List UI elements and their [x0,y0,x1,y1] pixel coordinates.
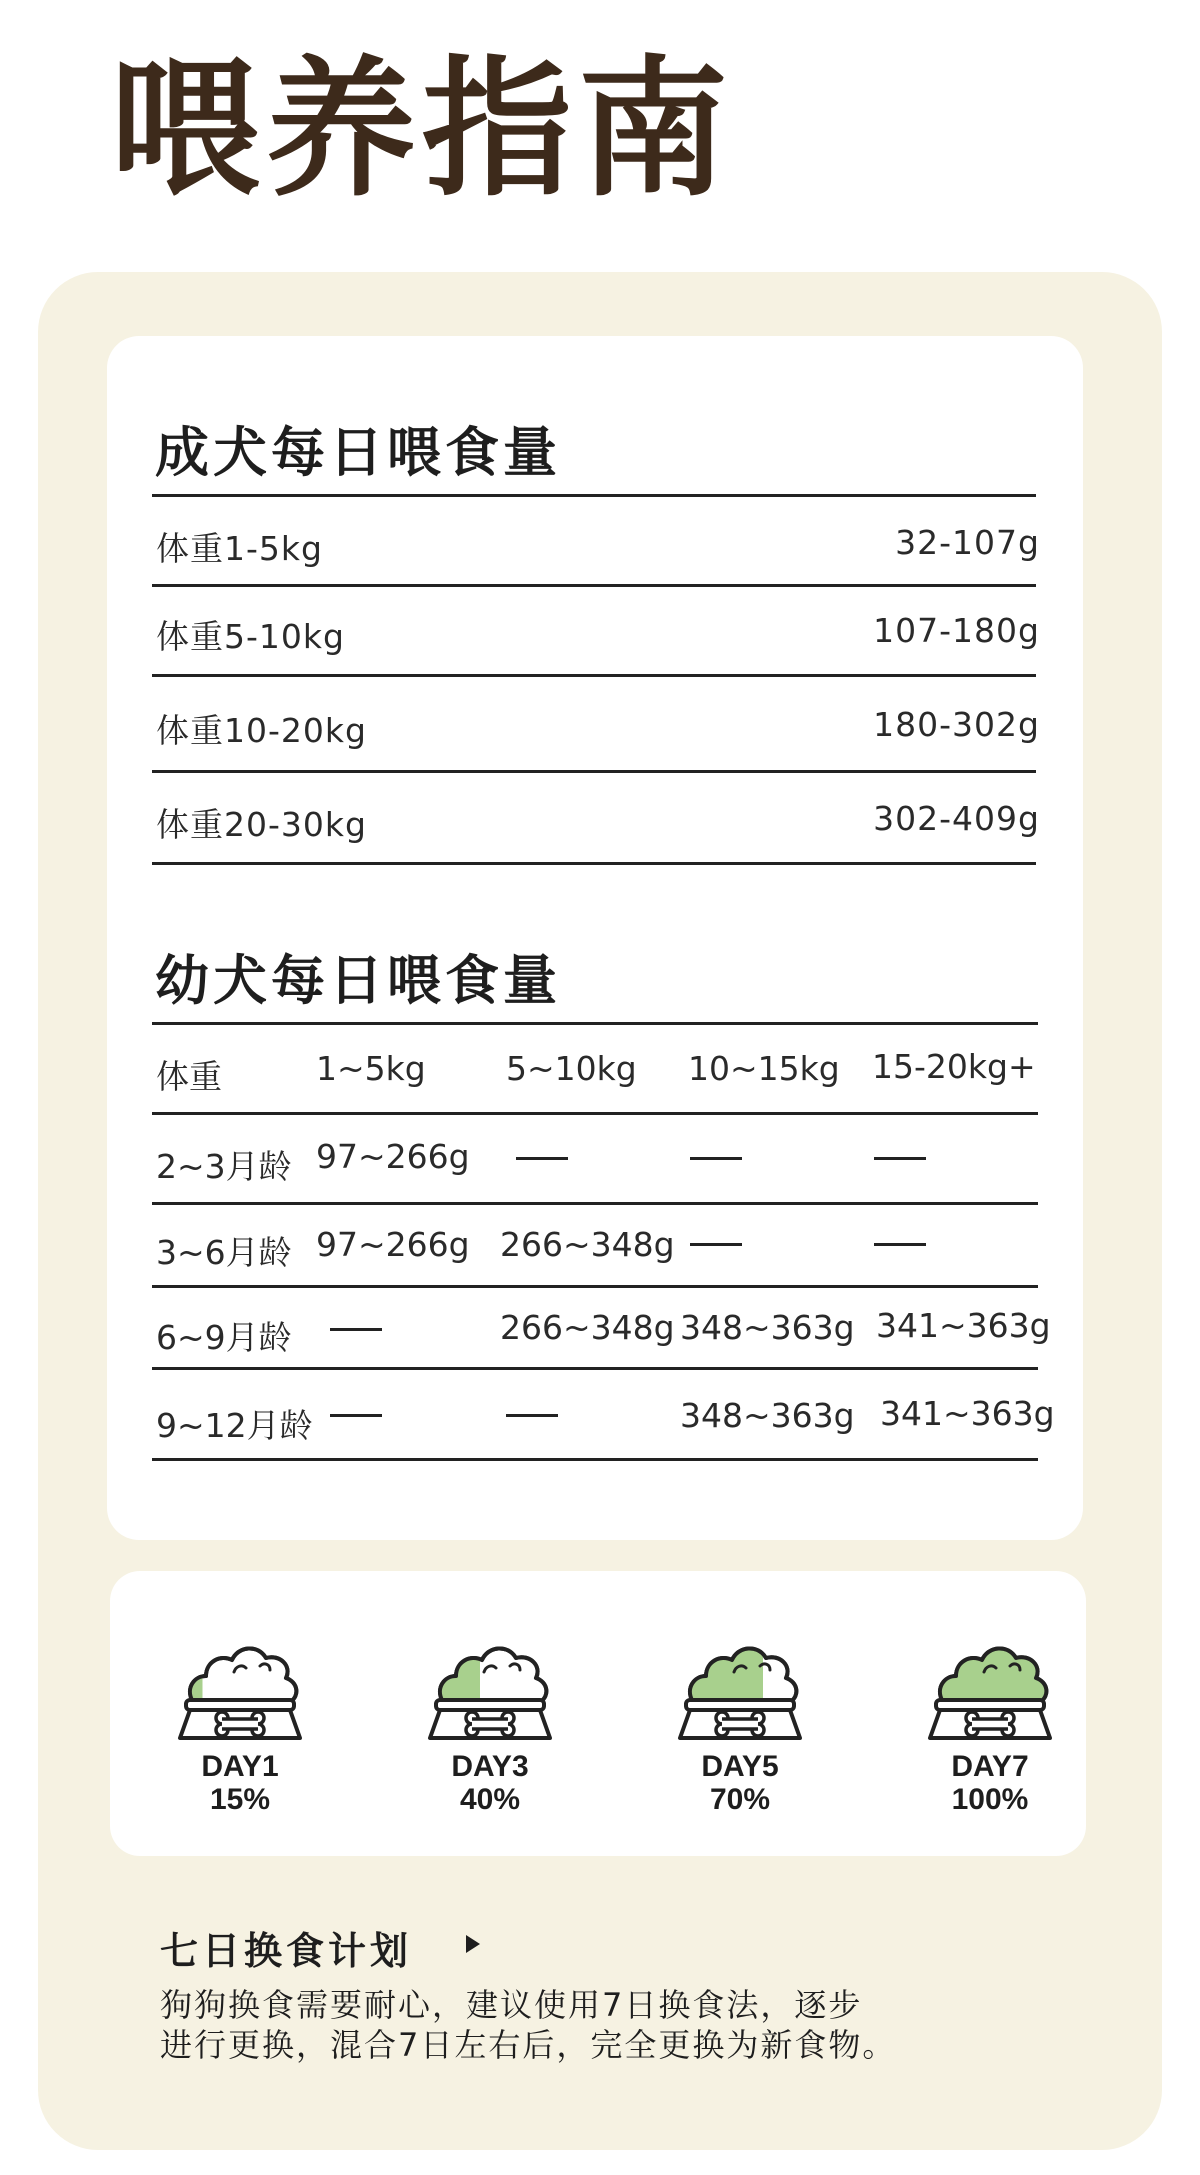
amount-cell: 266~348g [500,1225,675,1264]
age-label: 2~3月龄 [156,1147,292,1186]
table-row [152,1285,1051,1367]
day-percent: 15% [209,1783,271,1816]
header-cell: 15-20kg+ [872,1047,1036,1086]
table-header-row [152,1022,1038,1112]
plan-description [160,1985,896,2065]
food-bowl-bone-icon [176,1626,304,1746]
amount-cell: 348~363g [680,1308,855,1347]
header-cell: 1~5kg [316,1049,426,1088]
empty-dash [874,1243,926,1246]
day-label: DAY3 [451,1750,529,1783]
play-arrow-icon [466,1935,480,1953]
empty-dash [330,1328,382,1331]
amount-cell: 341~363g [880,1394,1055,1433]
food-transition-card [110,1571,1086,1856]
adult-feeding-table [152,494,1040,865]
amount-value: 180-302g [873,705,1040,744]
plan-title: 七日换食计划 [160,1929,413,1973]
amount-cell: 348~363g [680,1396,855,1435]
day-label: DAY5 [701,1750,779,1783]
table-row [152,584,1040,674]
amount-cell: 341~363g [876,1306,1051,1345]
weight-label: 体重10-20kg [156,711,367,750]
weight-label: 体重1-5kg [156,529,323,568]
amount-cell: 97~266g [316,1225,470,1264]
header-cell: 5~10kg [506,1049,637,1088]
adult-section-title: 成犬每日喂食量 [155,421,561,484]
header-weight: 体重 [156,1057,222,1096]
header-cell: 10~15kg [688,1049,840,1088]
day-label: DAY1 [201,1750,279,1783]
table-row [152,770,1040,865]
empty-dash [690,1157,742,1160]
food-bowl-bone-icon [426,1626,554,1746]
amount-value: 32-107g [895,523,1040,562]
food-bowl-bone-icon [676,1626,804,1746]
amount-value: 107-180g [873,611,1040,650]
day-percent: 70% [709,1783,771,1816]
amount-value: 302-409g [873,799,1040,838]
day-percent: 40% [459,1783,521,1816]
amount-cell: 97~266g [316,1137,470,1176]
table-row [152,494,1040,584]
plan-description-line: 狗狗换食需要耐心，建议使用7日换食法，逐步 [160,1986,863,2024]
table-row [152,674,1040,770]
table-row [152,1202,1038,1285]
empty-dash [516,1157,568,1160]
table-row [152,1112,1038,1202]
day-percent: 100% [951,1783,1029,1816]
plan-description-line: 进行更换，混合7日左右后，完全更换为新食物。 [160,2026,897,2064]
empty-dash [874,1157,926,1160]
puppy-section-title: 幼犬每日喂食量 [155,949,561,1012]
empty-dash [330,1414,382,1417]
empty-dash [690,1243,742,1246]
page-title: 喂养指南 [110,43,735,217]
age-label: 6~9月龄 [156,1318,292,1357]
age-label: 9~12月龄 [156,1406,313,1445]
table-row [152,1367,1055,1461]
empty-dash [506,1414,558,1417]
weight-label: 体重20-30kg [156,805,367,844]
age-label: 3~6月龄 [156,1233,292,1272]
puppy-feeding-table [152,1022,1055,1461]
day-label: DAY7 [951,1750,1029,1783]
amount-cell: 266~348g [500,1308,675,1347]
food-bowl-bone-icon [926,1626,1054,1746]
weight-label: 体重5-10kg [156,617,345,656]
